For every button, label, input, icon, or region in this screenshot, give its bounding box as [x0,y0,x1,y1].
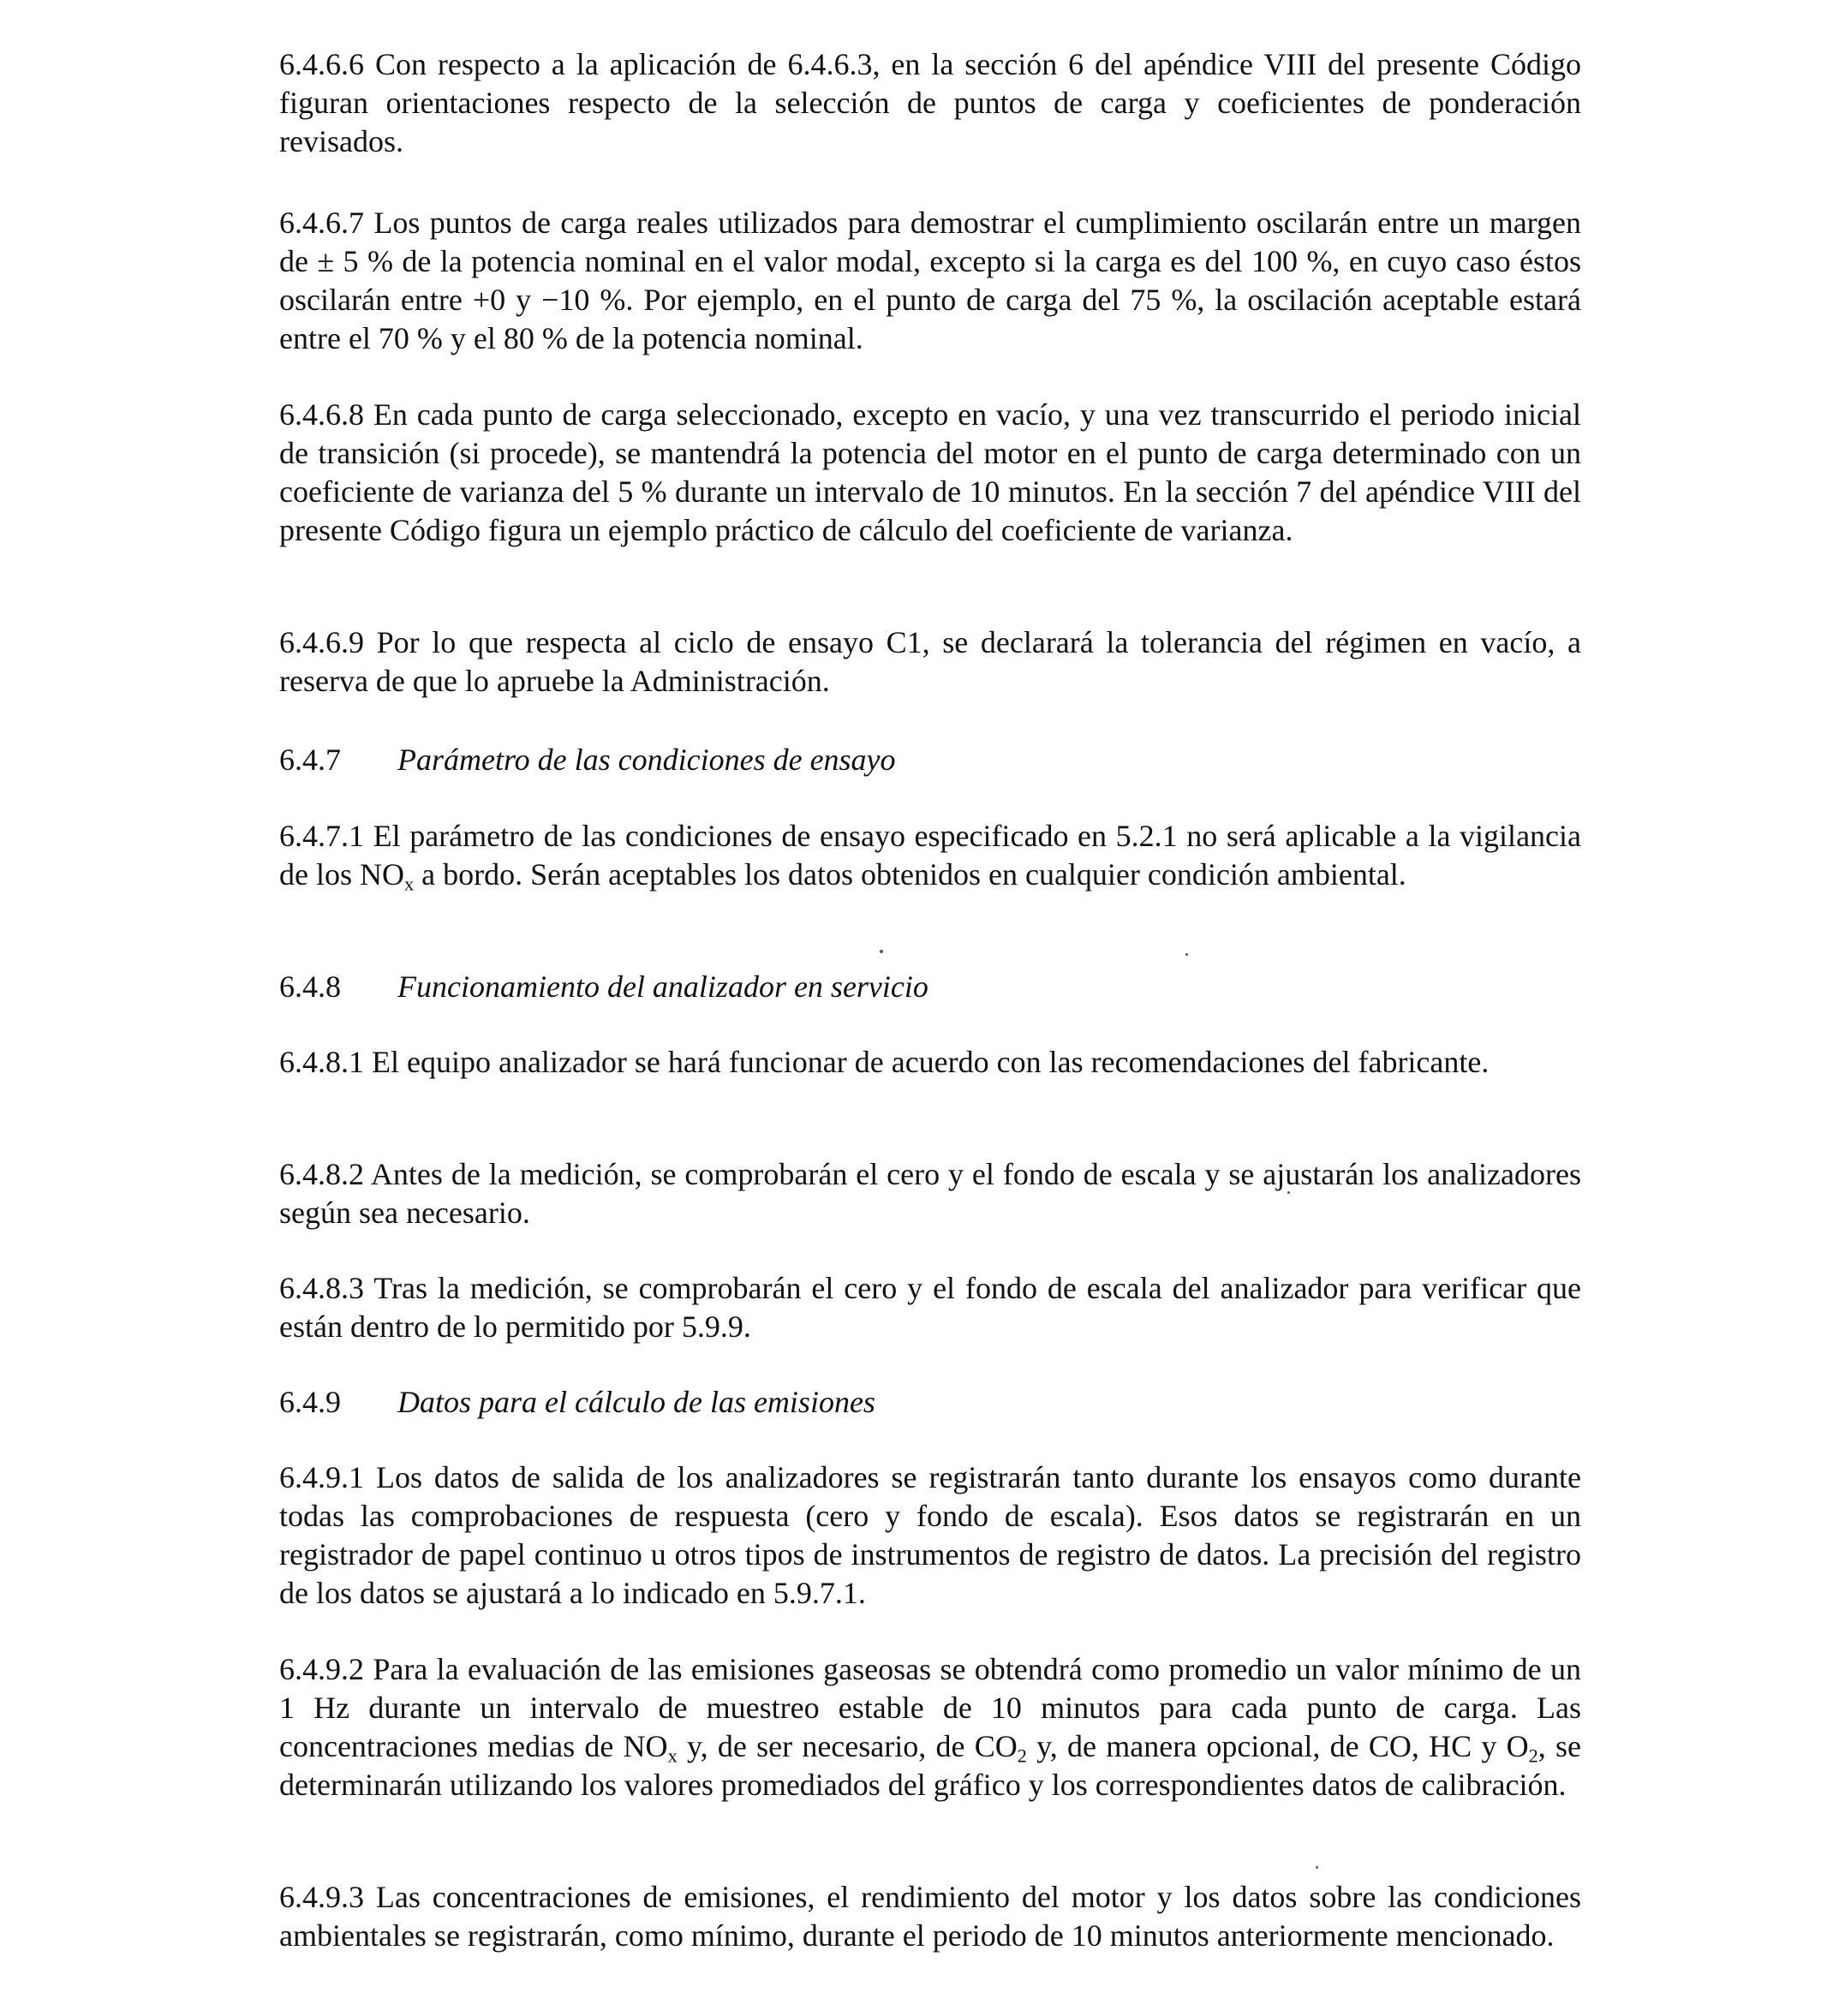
paragraph-6-4-6-9: 6.4.6.9 Por lo que respecta al ciclo de ensayo C1, se declarará la tolerancia del régimen en vacío, a reserva de que lo apruebe la Administración. [279,625,1581,698]
paragraph-6-4-8-1: 6.4.8.1 El equipo analizador se hará funcionar de acuerdo con las recomendaciones del fabricante. [279,1045,1490,1079]
section-heading-6-4-9 [279,1383,1581,1422]
section-title: Datos para el cálculo de las emisiones [397,1385,875,1419]
text-run: y, de manera opcional, de CO, HC y O [1026,1729,1529,1763]
paragraph-6-4-8-3: 6.4.8.3 Tras la medición, se comprobarán el cero y el fondo de escala del analizador para verificar que están dentro de lo permitido por 5.9.9. [279,1271,1581,1344]
section-heading-6-4-8 [279,968,1581,1006]
text-run: y, de ser necesario, de CO [677,1729,1018,1763]
paragraph-6-4-7-1 [279,817,1581,894]
text-run: 6.4.9.2 Para la evaluación de las emisiones gaseosas se obtendrá como promedio un valor mínimo de un 1 Hz durante un intervalo de muestreo estable de 10 minutos para cada punto de carga. Las concentraciones medias de NO [279,1652,1581,1763]
paragraph-6-4-6-6: 6.4.6.6 Con respecto a la aplicación de 6.4.6.3, en la sección 6 del apéndice VIII del presente Código figuran orientaciones respecto de la selección de puntos de carga y coeficientes de ponderación revisados. [279,47,1581,158]
paragraph-6-4-6-7: 6.4.6.7 Los puntos de carga reales utilizados para demostrar el cumplimiento oscilarán entre un margen de ± 5 % de la potencia nominal en el valor modal, excepto si la carga es del 100 %, en cuyo caso éstos oscilarán entre +0 y −10 %. Por ejemplo, en el punto de carga del 75 %, la oscilación aceptable estará entre el 70 % y el 80 % de la potencia nominal. [279,206,1581,355]
scan-speck [1316,1866,1318,1869]
scan-speck [880,950,883,953]
section-number: 6.4.7 [279,743,341,777]
paragraph-6-4-6-8: 6.4.6.8 En cada punto de carga seleccionado, excepto en vacío, y una vez transcurrido el periodo inicial de transición (si procede), se mantendrá la potencia del motor en el punto de carga determinado con un coeficiente de varianza del 5 % durante un intervalo de 10 minutos. En la sección 7 del apéndice VIII del presente Código figura un ejemplo práctico de cálculo del coeficiente de varianza. [279,397,1581,547]
scan-speck [1287,1191,1290,1194]
paragraph-6-4-9-3: 6.4.9.3 Las concentraciones de emisiones, el rendimiento del motor y los datos sobre las condiciones ambientales se registrarán, como mínimo, durante el periodo de 10 minutos anteriormente mencionado. [279,1880,1581,1953]
section-heading-6-4-7 [279,741,1581,779]
subscript: 2 [1017,1745,1027,1767]
section-title: Parámetro de las condiciones de ensayo [397,743,896,777]
paragraph-6-4-8-2: 6.4.8.2 Antes de la medición, se comprobarán el cero y el fondo de escala y se ajustarán los analizadores según sea necesario. [279,1157,1581,1230]
paragraph-6-4-9-2 [279,1650,1581,1804]
subscript: x [404,873,415,895]
section-number: 6.4.9 [279,1385,341,1419]
text-run: , se determinarán utilizando los valores promediados del gráfico y los correspondientes datos de calibración. [279,1729,1581,1802]
paragraph-6-4-9-1: 6.4.9.1 Los datos de salida de los analizadores se registrarán tanto durante los ensayos como durante todas las comprobaciones de respuesta (cero y fondo de escala). Esos datos se registrarán en un registrador de papel continuo u otros tipos de instrumentos de registro de datos. La precisión del registro de los datos se ajustará a lo indicado en 5.9.7.1. [279,1460,1581,1610]
section-title: Funcionamiento del analizador en servicio [397,969,928,1004]
subscript: x [667,1745,678,1767]
text-run: a bordo. Serán aceptables los datos obtenidos en cualquier condición ambiental. [414,857,1406,892]
section-number: 6.4.8 [279,969,341,1004]
text-run: 6.4.7.1 El parámetro de las condiciones de ensayo especificado en 5.2.1 no será aplicable a la vigilancia de los NO [279,819,1581,892]
scan-speck [1185,953,1188,956]
subscript: 2 [1528,1745,1538,1767]
